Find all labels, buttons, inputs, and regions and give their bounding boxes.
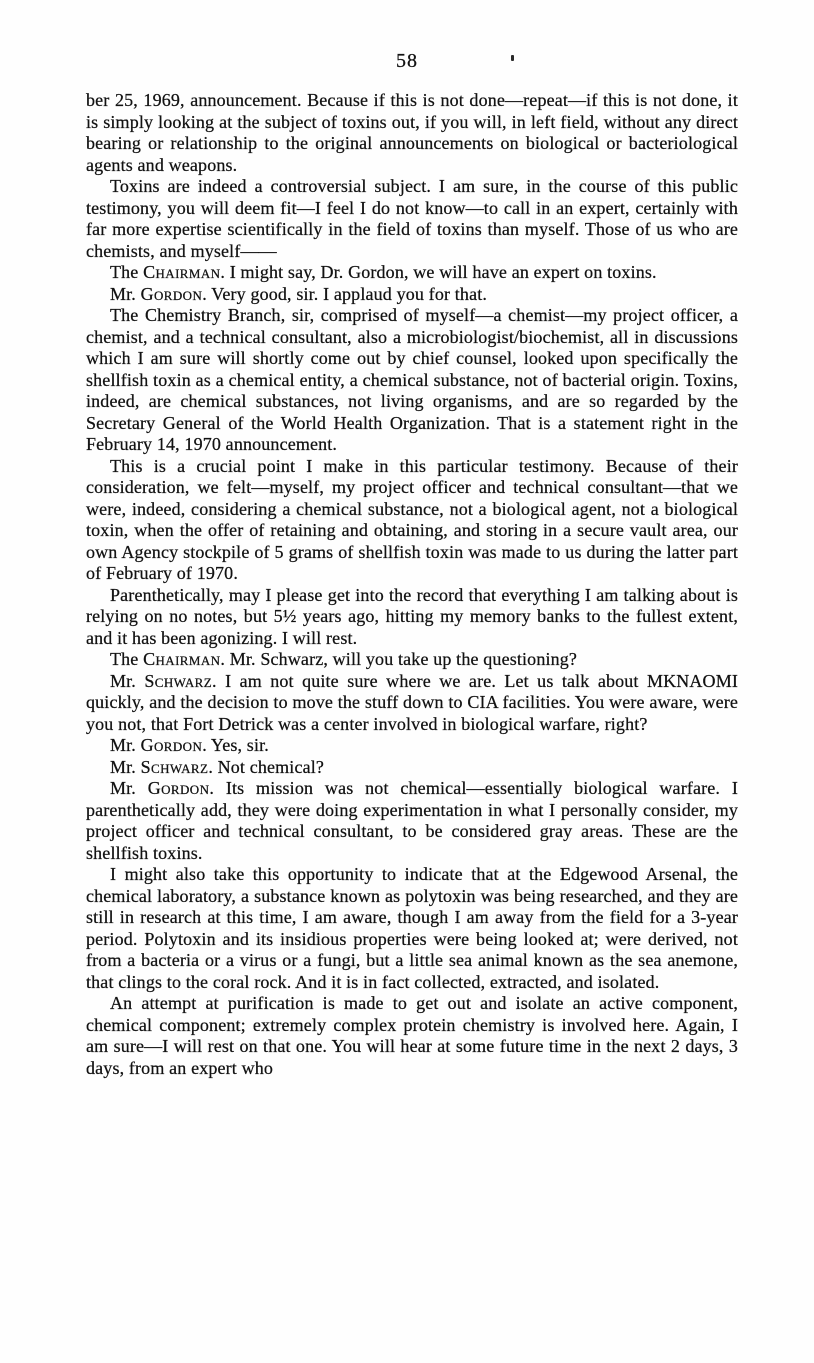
- speaker-prefix: Mr.: [110, 670, 145, 691]
- speaker-name: Chairman: [143, 649, 221, 669]
- speaker-prefix: The: [110, 649, 144, 669]
- speaker-prefix: The: [110, 262, 144, 282]
- speaker-name: Schwarz: [140, 756, 209, 777]
- paragraph: The Chairman. I might say, Dr. Gordon, we will have an expert on toxins.: [110, 262, 657, 282]
- speaker-name: Chairman: [143, 262, 221, 282]
- scan-artifact-speck: [511, 55, 514, 61]
- speaker-name: Gordon: [140, 735, 203, 755]
- paragraph: Mr. Gordon. Yes, sir.: [110, 735, 269, 755]
- paragraph: Mr. Schwarz. Not chemical?: [110, 756, 325, 777]
- speaker-name: Schwarz: [144, 670, 213, 691]
- paragraph: Mr. Schwarz. I am not quite sure where we are. Let us talk about MKNAOMI quickly, and the decision to move the stuff down to CIA facilities. You were aware, were you not, that Fort Detrick was a center involved in biological warfare, right?: [86, 670, 738, 734]
- paragraph: Mr. Gordon. Very good, sir. I applaud you for that.: [110, 283, 488, 304]
- paragraph: ber 25, 1969, announcement. Because if this is not done—repeat—if this is not done, it is simply looking at the subject of toxins out, if you will, in left field, without any direct bearing or relationship to the original announcements on biological or bacteriological agents and weapons.: [86, 90, 738, 175]
- document-body: [86, 90, 738, 1079]
- paragraph: This is a crucial point I make in this particular testimony. Because of their consideration, we felt—myself, my project officer and technical consultant—that we were, indeed, considering a chemical substance, not a biological agent, not a biological toxin, when the offer of retaining and obtaining, and storing in a secure vault area, our own Agency stockpile of 5 grams of shellfish toxin was made to us during the latter part of February of 1970.: [86, 455, 738, 583]
- paragraph: The Chairman. Mr. Schwarz, will you take up the questioning?: [110, 649, 578, 669]
- speaker-prefix: Mr.: [110, 283, 141, 304]
- page-number: 58: [396, 50, 418, 72]
- paragraph: An attempt at purification is made to get out and isolate an active component, chemical component; extremely complex protein chemistry is involved here. Again, I am sure—I will rest on that one. You will hear at some future time in the next 2 days, 3 days, from an expert who: [86, 993, 738, 1078]
- paragraph: I might also take this opportunity to indicate that at the Edgewood Arsenal, the chemical laboratory, a substance known as polytoxin was being researched, and they are still in research at this time, I am aware, though I am away from the field for a 3-year period. Polytoxin and its insidious properties were being looked at; were derived, not from a bacteria or a virus or a fungi, but a little sea animal known as the sea anemone, that clings to the coral rock. And it is in fact collected, extracted, and isolated.: [86, 864, 738, 992]
- paragraph: The Chemistry Branch, sir, comprised of myself—a chemist—my project officer, a chemist, and a technical consultant, also a microbiologist/biochemist, all in discussions which I am sure will shortly come out by chief counsel, looked upon specifically the shellfish toxin as a chemical entity, a chemical substance, not of bacterial origin. Toxins, indeed, are chemical substances, not living organisms, and are so regarded by the Secretary General of the World Health Organization. That is a statement right in the February 14, 1970 announcement.: [86, 305, 738, 454]
- paragraph: Toxins are indeed a controversial subject. I am sure, in the course of this public testimony, you will deem fit—I feel I do not know—to call in an expert, certainly with far more expertise scientifically in the field of toxins than myself. Those of us who are chemists, and myself——: [86, 176, 738, 261]
- speaker-prefix: Mr.: [110, 735, 141, 755]
- paragraph: Mr. Gordon. Its mission was not chemical—essentially biological warfare. I parenthetically add, they were doing experimentation in what I personally consider, my project officer and technical consultant, to be considered gray areas. These are the shellfish toxins.: [86, 778, 738, 863]
- speaker-prefix: Mr.: [110, 778, 148, 798]
- speaker-name: Gordon: [147, 778, 210, 798]
- paragraph: Parenthetically, may I please get into the record that everything I am talking about is relying on no notes, but 5½ years ago, hitting my memory banks to the fullest extent, and it has been agonizing. I will rest.: [86, 584, 738, 648]
- speaker-name: Gordon: [140, 283, 203, 304]
- speaker-prefix: Mr.: [110, 756, 141, 777]
